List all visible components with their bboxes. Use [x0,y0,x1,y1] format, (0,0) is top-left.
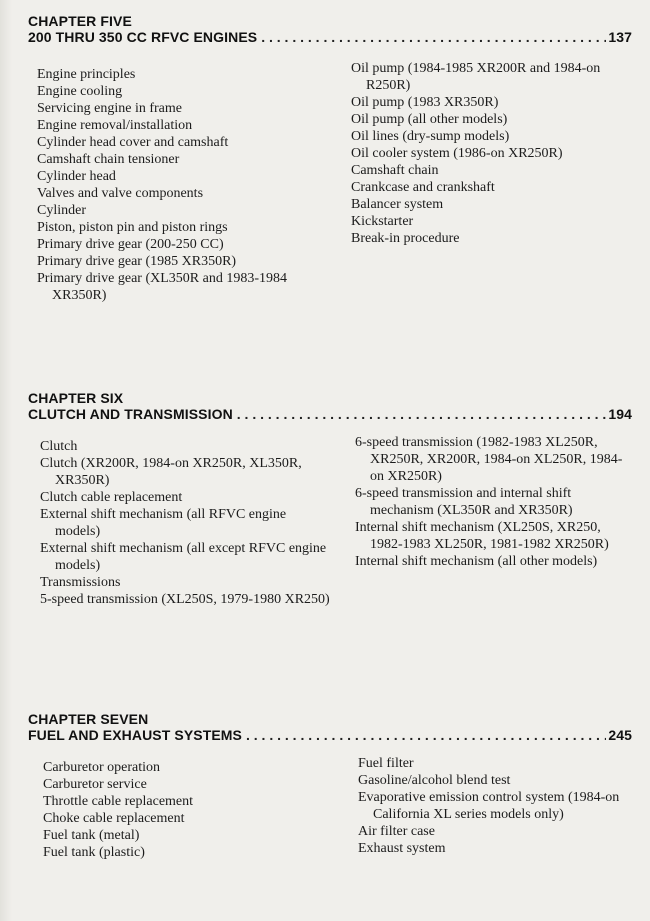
topic-list-left [37,66,327,304]
list-item: External shift mechanism (all RFVC engine models) [40,507,287,539]
list-item: Piston, piston pin and piston rings [37,220,228,235]
topic-list-right [351,60,641,247]
list-item: Oil pump (all other models) [351,112,508,127]
page-edge-shadow [0,0,12,921]
list-item: Fuel tank (plastic) [43,845,145,860]
dot-leader [237,406,607,422]
list-item: Choke cable replacement [43,811,185,826]
topic-list-right [358,755,638,857]
page-number: 194 [608,406,632,422]
list-item: Break-in procedure [351,231,460,246]
chapter-subtitle-line [28,727,632,743]
list-item: Camshaft chain tensioner [37,152,180,167]
page-number: 245 [608,727,632,743]
topic-list-right [355,434,635,570]
list-item: Primary drive gear (200-250 CC) [37,237,224,252]
list-item: Evaporative emission control system (1984-on California XL series models only) [358,790,620,822]
list-item: Clutch cable replacement [40,490,183,505]
dot-leader [246,727,606,743]
page-number: 137 [608,29,632,45]
list-item: Crankcase and crankshaft [351,180,495,195]
list-item: 5-speed transmission (XL250S, 1979-1980 XR250) [40,592,330,607]
list-item: Clutch (XR200R, 1984-on XR250R, XL350R, XR350R) [40,456,302,488]
list-item: Cylinder [37,203,86,218]
list-item: Oil pump (1983 XR350R) [351,95,499,110]
list-item: Cylinder head [37,169,116,184]
list-item: Carburetor operation [43,760,161,775]
list-item: Exhaust system [358,841,446,856]
chapter-subtitle: 200 THRU 350 CC RFVC ENGINES [28,29,258,45]
chapter-subtitle-line [28,406,632,422]
list-item: Servicing engine in frame [37,101,183,116]
list-item: Fuel filter [358,756,414,771]
dot-leader [261,29,606,45]
list-item: 6-speed transmission and internal shift mechanism (XL350R and XR350R) [355,486,573,518]
list-item: Cylinder head cover and camshaft [37,135,229,150]
list-item: Throttle cable replacement [43,794,194,809]
list-item: Primary drive gear (XL350R and 1983-1984 XR350R) [37,271,287,303]
list-item: Oil lines (dry-sump models) [351,129,510,144]
chapter-five-section [28,13,632,303]
list-item: Internal shift mechanism (all other models) [355,554,598,569]
list-item: Kickstarter [351,214,414,229]
chapter-subtitle-line [28,29,632,45]
list-item: Fuel tank (metal) [43,828,140,843]
list-item: Engine removal/installation [37,118,193,133]
list-item: Clutch [40,439,78,454]
list-item: Transmissions [40,575,121,590]
chapter-six-section [28,390,632,607]
list-item: 6-speed transmission (1982-1983 XL250R, XR250R, XR200R, 1984-on XL250R, 1984-on XR250R) [355,435,623,484]
list-item: Air filter case [358,824,435,839]
chapter-subtitle: FUEL AND EXHAUST SYSTEMS [28,727,242,743]
chapter-title: CHAPTER SEVEN [28,711,149,727]
list-item: External shift mechanism (all except RFVC engine models) [40,541,327,573]
topic-list-left [43,759,333,861]
chapter-seven-section [28,711,632,860]
list-item: Engine principles [37,67,136,82]
list-item: Oil pump (1984-1985 XR200R and 1984-on R250R) [351,61,601,93]
topic-list-left [40,438,330,608]
list-item: Balancer system [351,197,444,212]
list-item: Gasoline/alcohol blend test [358,773,511,788]
list-item: Camshaft chain [351,163,439,178]
chapter-title: CHAPTER SIX [28,390,124,406]
list-item: Oil cooler system (1986-on XR250R) [351,146,563,161]
list-item: Internal shift mechanism (XL250S, XR250, 1982-1983 XL250R, 1981-1982 XR250R) [355,520,609,552]
chapter-title: CHAPTER FIVE [28,13,132,29]
list-item: Engine cooling [37,84,123,99]
list-item: Valves and valve components [37,186,204,201]
chapter-subtitle: CLUTCH AND TRANSMISSION [28,406,233,422]
list-item: Carburetor service [43,777,147,792]
list-item: Primary drive gear (1985 XR350R) [37,254,237,269]
